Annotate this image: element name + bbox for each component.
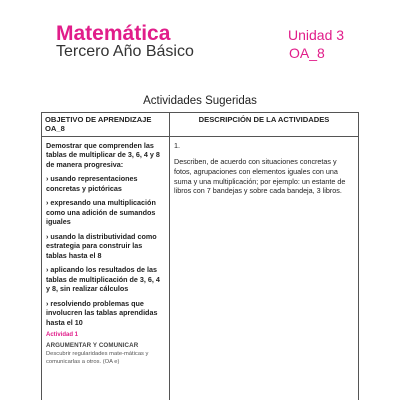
column-header-description: DESCRIPCIÓN DE LA ACTIVIDADES [170,113,359,137]
objective-item: › resolviendo problemas que involucren las tablas aprendidas hasta el 10 [46,298,158,327]
objective-item: › aplicando los resultados de las tablas de multiplicación de 3, 6, 4 y 8, sin realizar cálculos [46,265,160,294]
grade-subtitle: Tercero Año Básico [56,43,194,60]
activity-label: Actividad 1 [46,332,79,339]
description-number: 1. [174,140,180,150]
objective-item: › usando la distributividad como estrategia para construir las tablas hasta el 8 [46,231,157,260]
unit-label: Unidad 3 [288,27,345,43]
activities-table [41,112,359,400]
objective-code: OA_8 [289,45,325,61]
subject-title: Matemática [56,22,171,45]
objective-cell [42,136,170,400]
column-header-objective: OBJETIVO DE APRENDIZAJE OA_8 [42,113,170,137]
description-cell [170,136,359,400]
table-row [42,136,359,400]
activity-subtitle: ARGUMENTAR Y COMUNICAR [46,342,139,350]
objective-intro: Demostrar que comprenden las tablas de multiplicar de 3, 6, 4 y 8 de manera progresiva: [46,140,160,169]
section-title: Actividades Sugeridas [143,95,257,107]
table-header-row [42,113,359,137]
objective-item: › usando representaciones concretas y pictóricas [46,174,138,193]
objective-item: › expresando una multiplicación como una adición de sumandos iguales [46,198,156,227]
activity-description: Descubrir regularidades mate-máticas y comunicarlas a otros. (OA e) [46,351,149,365]
description-text: Describen, de acuerdo con situaciones concretas y fotos, agrupaciones con elementos iguales con una suma y una multiplicación; por ejemplo: un estante de libros con 7 bandejas y sobre cada bandeja, 3 libros. [174,157,346,196]
